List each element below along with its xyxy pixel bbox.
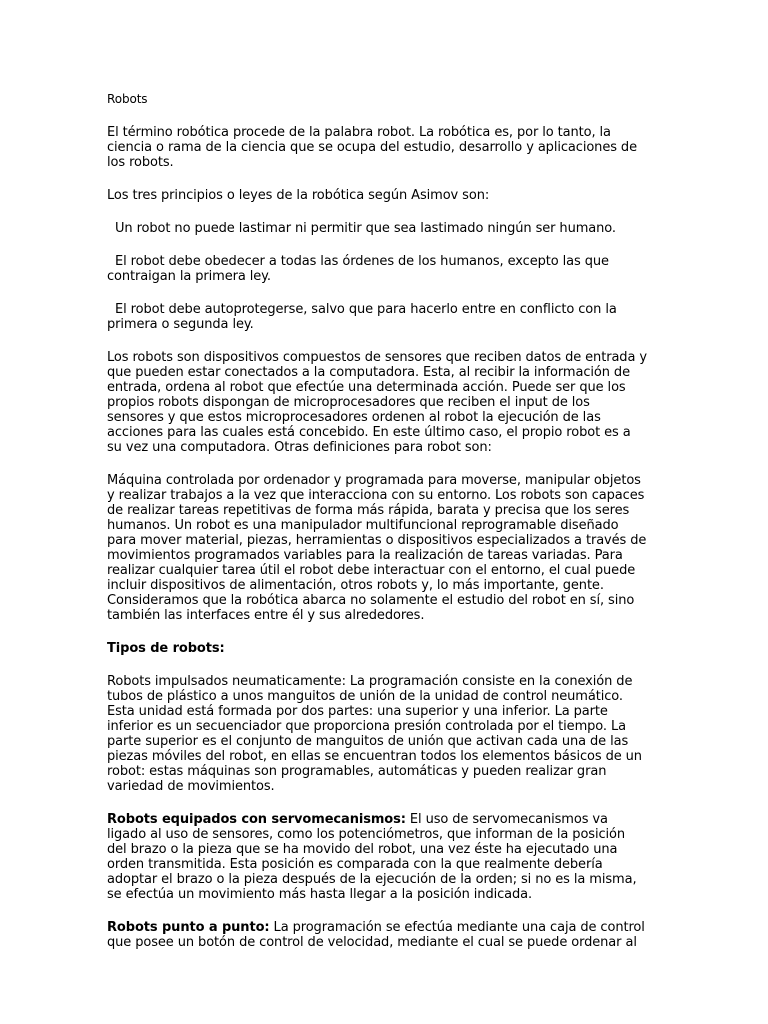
law-text: El robot debe autoprotegerse, salvo que para hacerlo entre en conflicto con la primera o segunda ley.	[107, 302, 617, 332]
law-item-2	[107, 254, 647, 284]
point-lead: Robots punto a punto:	[107, 920, 270, 935]
types-heading: Tipos de robots:	[107, 641, 225, 656]
laws-intro-paragraph: Los tres principios o leyes de la robótica según Asimov son:	[107, 188, 490, 203]
document-page	[107, 92, 647, 968]
law-text: Un robot no puede lastimar ni permitir que sea lastimado ningún ser humano.	[115, 221, 616, 236]
servo-lead: Robots equipados con servomecanismos:	[107, 812, 406, 827]
law-item-1	[107, 221, 647, 236]
servo-text: El uso de servomecanismos va ligado al uso de sensores, como los potenciómetros, que informan de la posición del brazo o la pieza que se ha movido del robot, una vez éste ha ejecutado una orden transmitida. Esta posición es comparada con la que realmente debería adoptar el brazo o la pieza después de la ejecución de la orden; si no es la misma, se efectúa un movimiento más hasta llegar a la posición indicada.	[107, 812, 637, 902]
law-item-3	[107, 302, 647, 332]
intro-paragraph: El término robótica procede de la palabra robot. La robótica es, por lo tanto, la ciencia o rama de la ciencia que se ocupa del estudio, desarrollo y aplicaciones de los robots.	[107, 125, 637, 170]
point-text: La programación se efectúa mediante una caja de control que posee un botón de control de velocidad, mediante el cual se puede ordenar al	[107, 920, 645, 950]
point-paragraph	[107, 920, 647, 950]
document-title: Robots	[107, 92, 148, 106]
machine-paragraph: Máquina controlada por ordenador y programada para moverse, manipular objetos y realizar trabajos a la vez que interacciona con su entorno. Los robots son capaces de realizar tareas repetitivas de forma más rápida, barata y precisa que los seres humanos. Un robot es una manipulador multifuncional reprogramable diseñado para mover material, piezas, herramientas o dispositivos especializados a través de movimientos programados variables para la realización de tareas variadas. Para realizar cualquier tarea útil el robot debe interactuar con el entorno, el cual puede incluir dispositivos de alimentación, otros robots y, lo más importante, gente. Consideramos que la robótica abarca no solamente el estudio del robot en sí, sino también las interfaces entre él y sus alrededores.	[107, 473, 647, 623]
law-text: El robot debe obedecer a todas las órdenes de los humanos, excepto las que contraigan la primera ley.	[107, 254, 609, 284]
definition-paragraph: Los robots son dispositivos compuestos de sensores que reciben datos de entrada y que pueden estar conectados a la computadora. Esta, al recibir la información de entrada, ordena al robot que efectúe una determinada acción. Puede ser que los propios robots dispongan de microprocesadores que reciben el input de los sensores y que estos microprocesadores ordenen al robot la ejecución de las acciones para las cuales está concebido. En este último caso, el propio robot es a su vez una computadora. Otras definiciones para robot son:	[107, 350, 647, 455]
pneumatic-paragraph: Robots impulsados neumaticamente: La programación consiste en la conexión de tubos de plástico a unos manguitos de unión de la unidad de control neumático. Esta unidad está formada por dos partes: una superior y una inferior. La parte inferior es un secuenciador que proporciona presión controlada por el tiempo. La parte superior es el conjunto de manguitos de unión que activan cada una de las piezas móviles del robot, en ellas se encuentran todos los elementos básicos de un robot: estas máquinas son programables, automáticas y pueden realizar gran variedad de movimientos.	[107, 674, 642, 794]
servo-paragraph	[107, 812, 647, 902]
